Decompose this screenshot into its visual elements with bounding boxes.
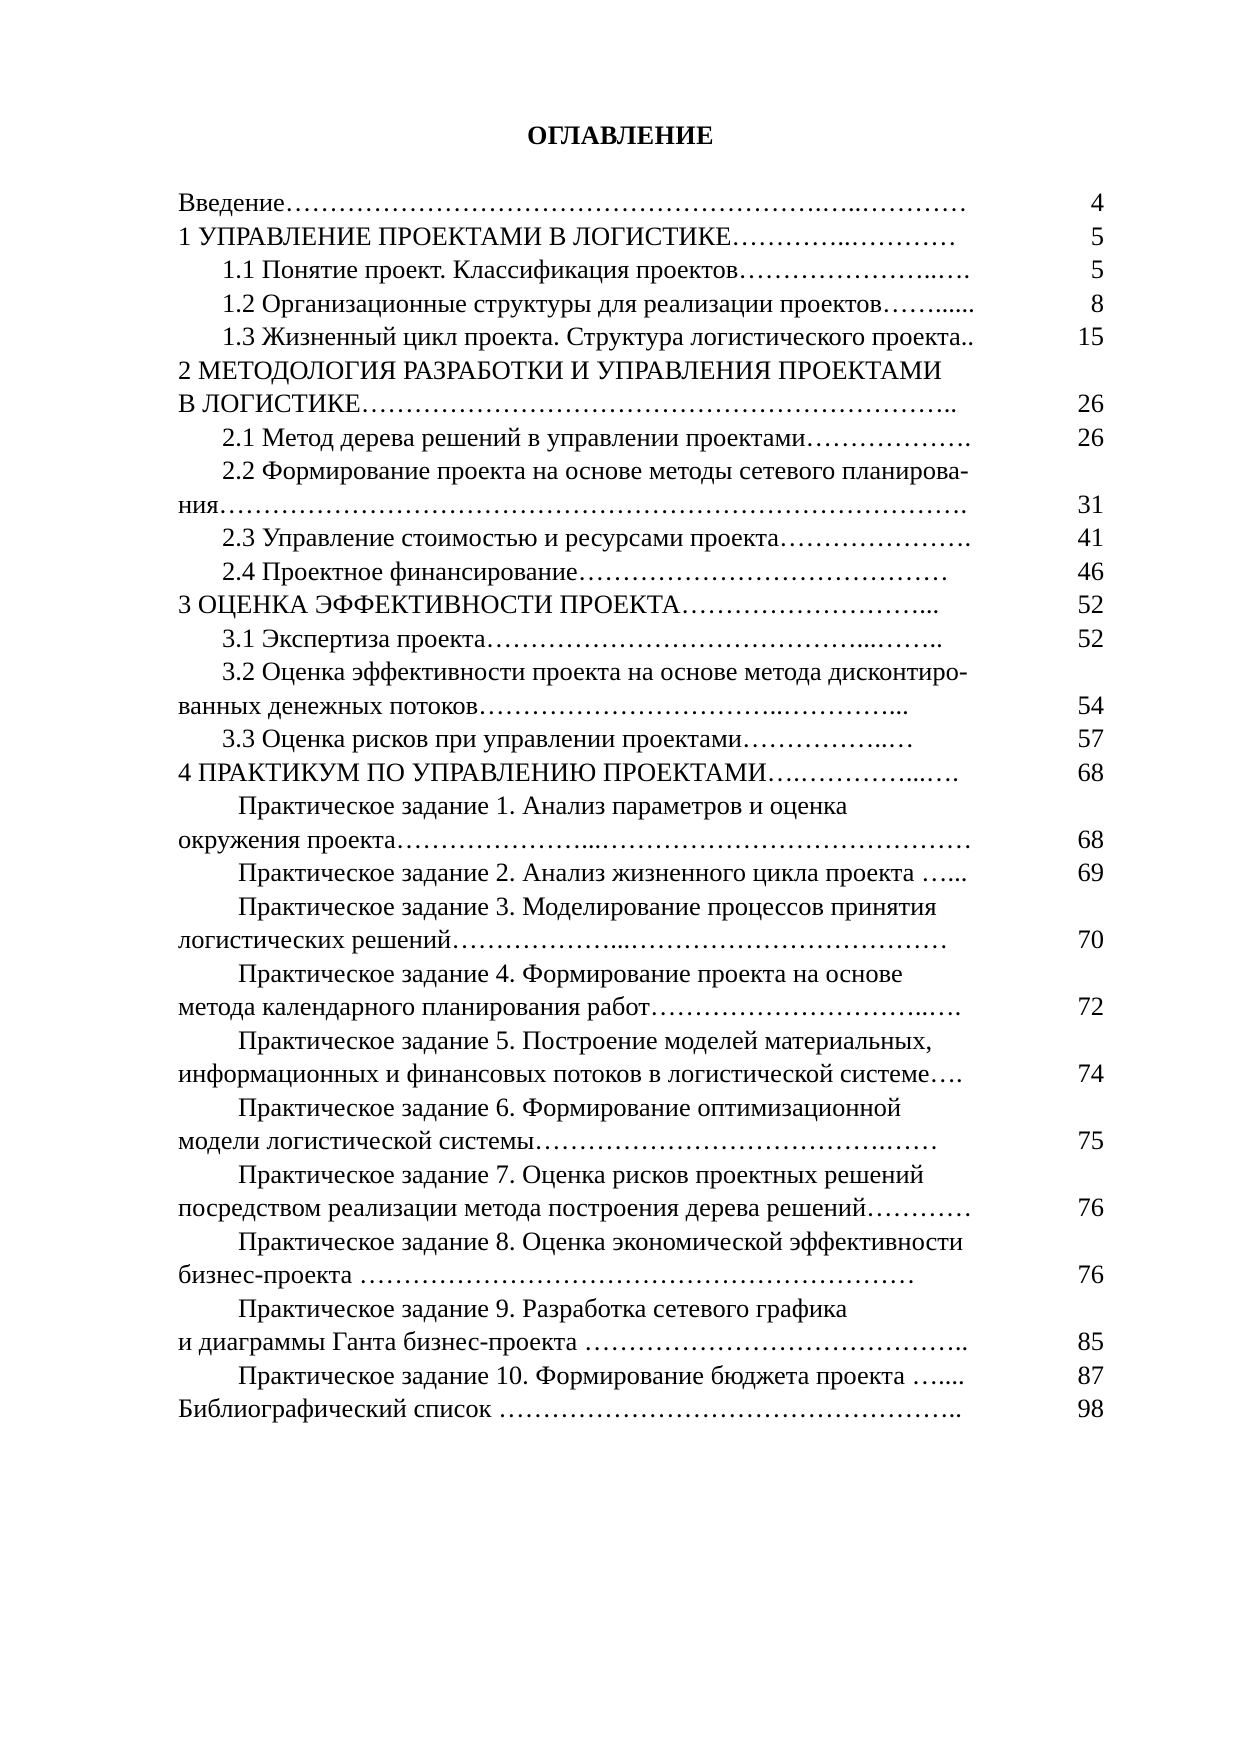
toc-entry xyxy=(178,1124,1104,1158)
toc-entry-title: Практическое задание 9. Разработка сетевого графика xyxy=(238,1292,848,1323)
toc-entry-title: 2.3 Управление стоимостью и ресурсами проекта…………………. xyxy=(222,522,972,552)
toc-entry-title: 3.2 Оценка эффективности проекта на основе метода дисконтиро- xyxy=(222,656,968,686)
toc-entry xyxy=(178,387,1104,421)
toc-entry xyxy=(178,990,1104,1024)
toc-entry-title: 2.2 Формирование проекта на основе методы сетевого планирова- xyxy=(222,455,969,485)
toc-entry xyxy=(178,421,1104,455)
toc-entry-title: логистических решений………………...……………………………… xyxy=(178,924,949,954)
toc-entry xyxy=(178,555,1104,589)
toc-entry xyxy=(178,521,1104,555)
toc-entry-title: 2.4 Проектное финансирование…………………………………… xyxy=(222,555,949,586)
toc-entry-title: Библиографический список …………………………………………….. xyxy=(178,1393,962,1423)
toc-entry-title: ванных денежных потоков……………………………..…………... xyxy=(178,689,909,720)
toc-entry-title: 1.1 Понятие проект. Классификация проектов…………………..…. xyxy=(222,254,971,284)
toc-entry-page: 41 xyxy=(1077,522,1104,552)
toc-entry-page: 75 xyxy=(1077,1125,1104,1155)
toc-entry xyxy=(178,354,1104,388)
toc-entry xyxy=(178,1024,1104,1058)
toc-entry-title: 1 УПРАВЛЕНИЕ ПРОЕКТАМИ В ЛОГИСТИКЕ…………..………… xyxy=(178,220,957,251)
toc-entry-page: 98 xyxy=(1077,1393,1104,1423)
toc-entry-page: 85 xyxy=(1077,1326,1104,1356)
toc-entry-page: 8 xyxy=(1090,287,1104,318)
toc-entry xyxy=(178,789,1104,823)
toc-entry xyxy=(178,957,1104,991)
toc-entry-page: 5 xyxy=(1090,254,1104,284)
toc-entry xyxy=(178,1225,1104,1259)
toc-entry xyxy=(178,186,1104,220)
toc-entry xyxy=(178,1191,1104,1225)
toc-entry-page: 70 xyxy=(1077,924,1104,954)
toc-entry xyxy=(178,253,1104,287)
toc-entry-title: В ЛОГИСТИКЕ………………………………………………………….. xyxy=(178,388,957,418)
toc-entry xyxy=(178,622,1104,656)
toc-entry-page: 69 xyxy=(1077,857,1104,887)
page-title: ОГЛАВЛЕНИЕ xyxy=(527,121,714,150)
toc-entry xyxy=(178,1359,1104,1393)
toc-entry-title: Введение…………………………………………………….…..………… xyxy=(178,187,968,217)
toc-entry-title: Практическое задание 7. Оценка рисков проектных решений xyxy=(238,1158,924,1189)
toc-entry-title: Практическое задание 6. Формирование оптимизационной xyxy=(238,1091,902,1122)
toc-entry-title: метода календарного планирования работ…………………………..…. xyxy=(178,991,962,1021)
toc-entry xyxy=(178,1158,1104,1192)
toc-entry xyxy=(178,454,1104,488)
toc-entry-page: 52 xyxy=(1077,622,1104,653)
toc-entry-title: Практическое задание 2. Анализ жизненного цикла проекта …... xyxy=(238,857,968,887)
toc-entry xyxy=(178,923,1104,957)
toc-entry-title: посредством реализации метода построения дерева решений………… xyxy=(178,1192,973,1222)
toc-entry-page: 26 xyxy=(1077,421,1104,452)
toc-entry xyxy=(178,588,1104,622)
toc-entry-page: 76 xyxy=(1077,1192,1104,1222)
toc-entry xyxy=(178,1091,1104,1125)
toc-entry-title: бизнес-проекта ……………………………………………………… xyxy=(178,1259,916,1289)
toc-entry-page: 74 xyxy=(1077,1058,1104,1088)
toc-entry-page: 72 xyxy=(1077,991,1104,1021)
toc-entry xyxy=(178,287,1104,321)
toc-entry-page: 54 xyxy=(1077,689,1104,720)
toc-entry xyxy=(178,655,1104,689)
toc-entry xyxy=(178,689,1104,723)
toc-entry xyxy=(178,756,1104,790)
toc-entry xyxy=(178,856,1104,890)
toc-entry-page: 26 xyxy=(1077,388,1104,418)
toc-entry xyxy=(178,1392,1104,1426)
toc-entry xyxy=(178,1325,1104,1359)
toc-entry-title: 2.1 Метод дерева решений в управлении проектами………………. xyxy=(222,421,972,452)
toc-entry-title: Практическое задание 4. Формирование проекта на основе xyxy=(238,957,903,988)
toc-entry-page: 15 xyxy=(1077,321,1104,351)
toc-entry-title: ния…………………………………………………………………………. xyxy=(178,488,968,519)
toc-entry-title: информационных и финансовых потоков в логистической системе…. xyxy=(178,1058,963,1088)
toc-entry-page: 52 xyxy=(1077,589,1104,619)
table-of-contents xyxy=(178,186,1104,1426)
toc-entry-page: 4 xyxy=(1090,187,1104,217)
toc-entry-page: 68 xyxy=(1077,823,1104,854)
toc-entry xyxy=(178,1057,1104,1091)
toc-entry-title: модели логистической системы………………………………….…… xyxy=(178,1125,939,1155)
toc-entry xyxy=(178,1292,1104,1326)
toc-entry-title: 1.3 Жизненный цикл проекта. Структура логистического проекта.. xyxy=(222,321,975,351)
toc-entry-page: 87 xyxy=(1077,1359,1104,1390)
toc-entry-page: 57 xyxy=(1077,723,1104,753)
toc-entry-title: Практическое задание 8. Оценка экономической эффективности xyxy=(238,1225,963,1256)
toc-entry-title: 3.1 Экспертиза проекта……………………………………...…….. xyxy=(222,622,943,653)
toc-entry-title: 1.2 Организационные структуры для реализации проектов……...... xyxy=(222,287,975,318)
toc-entry-page: 76 xyxy=(1077,1259,1104,1289)
toc-entry-title: Практическое задание 10. Формирование бюджета проекта ….... xyxy=(238,1359,965,1390)
toc-entry-title: Практическое задание 3. Моделирование процессов принятия xyxy=(238,890,937,921)
toc-entry xyxy=(178,320,1104,354)
toc-entry-title: Практическое задание 1. Анализ параметров и оценка xyxy=(238,790,848,820)
toc-entry xyxy=(178,220,1104,254)
toc-entry-page: 68 xyxy=(1077,756,1104,787)
toc-entry-title: и диаграммы Ганта бизнес-проекта …………………………………….. xyxy=(178,1326,969,1356)
toc-entry-title: 4 ПРАКТИКУМ ПО УПРАВЛЕНИЮ ПРОЕКТАМИ….…………...…. xyxy=(178,756,959,787)
toc-entry-page: 46 xyxy=(1077,555,1104,586)
toc-entry-title: окружения проекта…………………...…………………………………… xyxy=(178,823,973,854)
toc-entry-page: 5 xyxy=(1090,220,1104,251)
toc-entry xyxy=(178,722,1104,756)
toc-entry-title: 2 МЕТОДОЛОГИЯ РАЗРАБОТКИ И УПРАВЛЕНИЯ ПРОЕКТАМИ xyxy=(178,354,942,385)
toc-entry xyxy=(178,1258,1104,1292)
toc-entry-page: 31 xyxy=(1077,488,1104,519)
toc-entry xyxy=(178,890,1104,924)
toc-entry xyxy=(178,823,1104,857)
toc-entry-title: 3 ОЦЕНКА ЭФФЕКТИВНОСТИ ПРОЕКТА………………………... xyxy=(178,589,940,619)
toc-entry-title: Практическое задание 5. Построение моделей материальных, xyxy=(238,1024,933,1055)
toc-entry-title: 3.3 Оценка рисков при управлении проектами……………..… xyxy=(222,723,915,753)
toc-entry xyxy=(178,488,1104,522)
